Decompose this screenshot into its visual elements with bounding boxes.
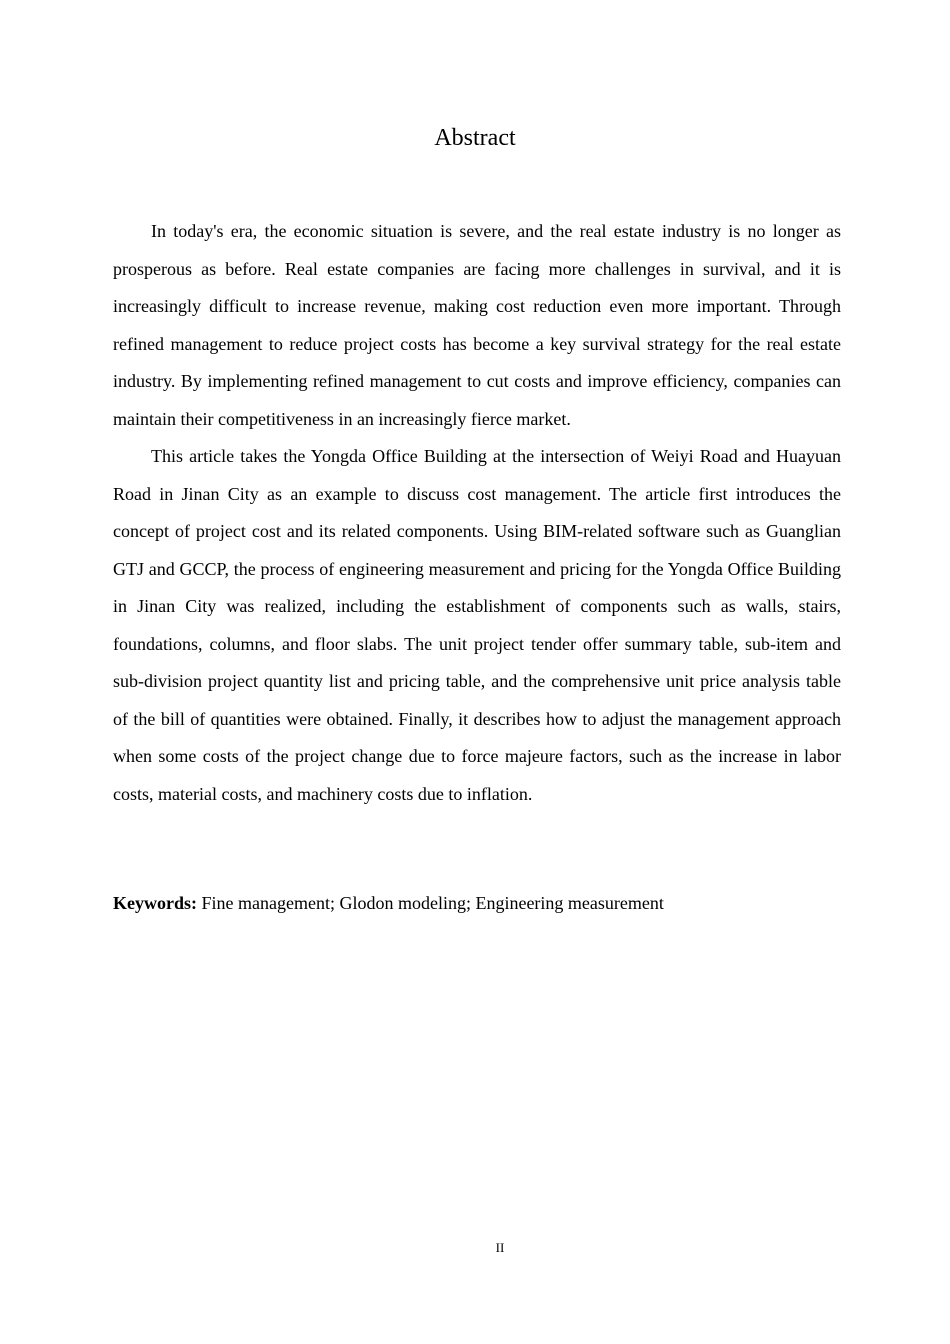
keywords-text: Fine management; Glodon modeling; Engineering measurement [197, 893, 664, 913]
keywords-label: Keywords: [113, 893, 197, 913]
page-number: II [495, 1240, 505, 1255]
abstract-paragraph-1: In today's era, the economic situation is severe, and the real estate industry is no longer as prosperous as before. Real estate companies are facing more challenges in survival, and it is increasingly difficult to increase revenue, making cost reduction even more important. Through refined management to reduce project costs has become a key survival strategy for the real estate industry. By implementing refined management to cut costs and improve efficiency, companies can maintain their competitiveness in an increasingly fierce market. [113, 221, 841, 429]
abstract-body [113, 213, 841, 813]
abstract-paragraph-2: This article takes the Yongda Office Building at the intersection of Weiyi Road and Huayuan Road in Jinan City as an example to discuss cost management. The article first introduces the concept of project cost and its related components. Using BIM-related software such as Guanglian GTJ and GCCP, the process of engineering measurement and pricing for the Yongda Office Building in Jinan City was realized, including the establishment of components such as walls, stairs, foundations, columns, and floor slabs. The unit project tender offer summary table, sub-item and sub-division project quantity list and pricing table, and the comprehensive unit price analysis table of the bill of quantities were obtained. Finally, it describes how to adjust the management approach when some costs of the project change due to force majeure factors, such as the increase in labor costs, material costs, and machinery costs due to inflation. [113, 446, 841, 804]
keywords-line [113, 888, 841, 918]
page-title: Abstract [434, 125, 516, 151]
